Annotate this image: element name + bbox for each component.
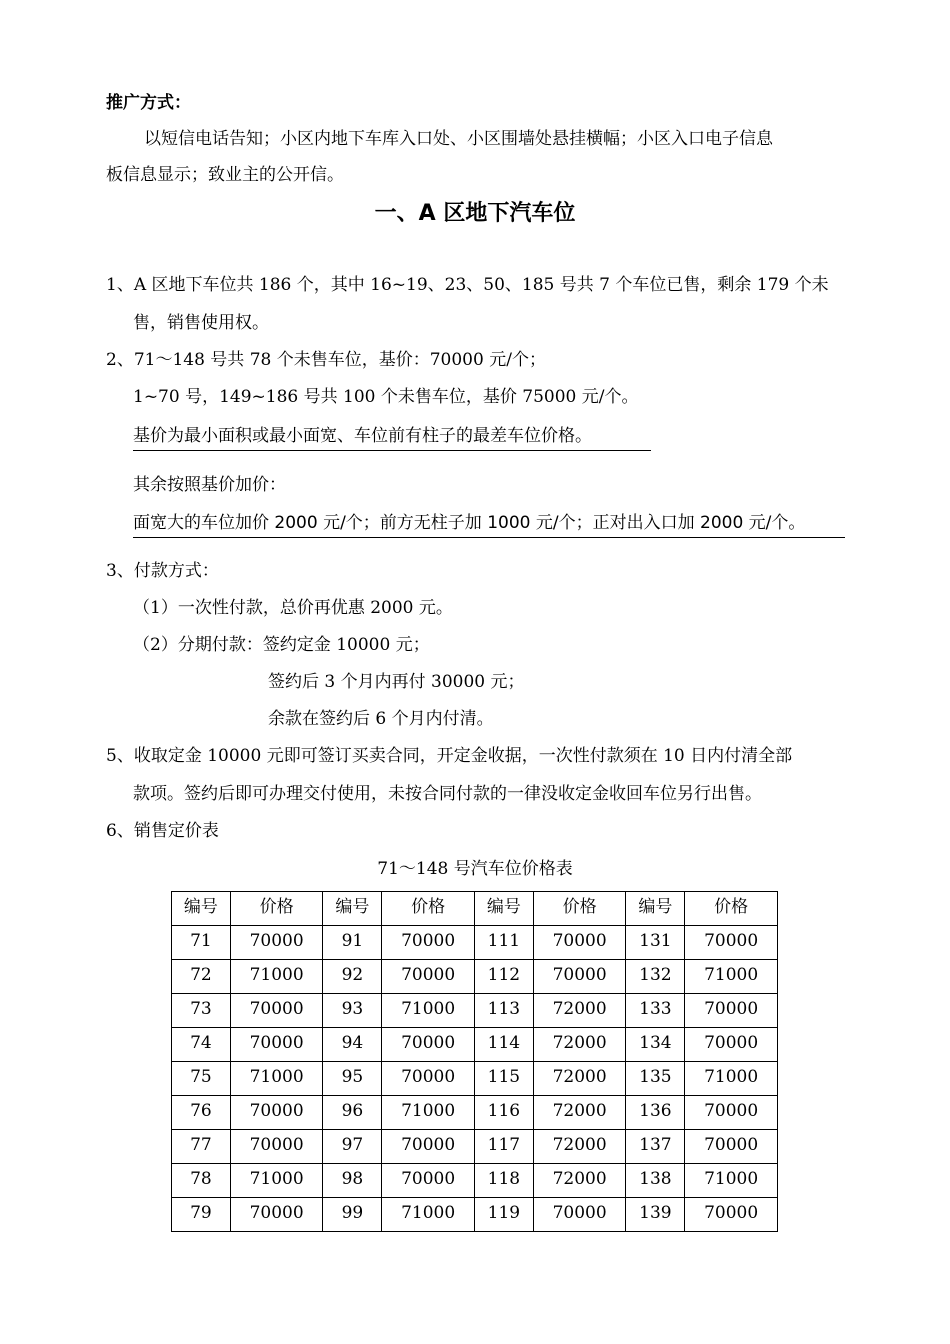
cell-price: 71000	[685, 960, 778, 994]
cell-number: 91	[323, 926, 382, 960]
cell-price: 70000	[230, 1130, 323, 1164]
item2-line-2: 1~70 号，149~186 号共 100 个未售车位，基价 75000 元/个。	[133, 387, 639, 407]
promo-title: 推广方式：	[106, 93, 191, 113]
item2-line-4: 其余按照基价加价：	[133, 475, 286, 495]
payment-option-1: （1）一次性付款，总价再优惠 2000 元。	[133, 598, 453, 618]
cell-number: 133	[626, 994, 685, 1028]
payment-option-2-step-2: 签约后 3 个月内再付 30000 元；	[268, 672, 525, 692]
cell-price: 70000	[382, 1130, 475, 1164]
header-number: 编号	[474, 892, 533, 926]
cell-price: 70000	[382, 1028, 475, 1062]
cell-price: 71000	[685, 1164, 778, 1198]
cell-price: 72000	[533, 1164, 626, 1198]
cell-number: 74	[172, 1028, 231, 1062]
table-row	[172, 1164, 778, 1198]
cell-price: 70000	[685, 1096, 778, 1130]
cell-number: 135	[626, 1062, 685, 1096]
cell-price: 70000	[230, 1028, 323, 1062]
cell-number: 116	[474, 1096, 533, 1130]
cell-price: 70000	[382, 1164, 475, 1198]
header-number: 编号	[172, 892, 231, 926]
cell-number: 78	[172, 1164, 231, 1198]
cell-price: 70000	[685, 1130, 778, 1164]
cell-number: 113	[474, 994, 533, 1028]
cell-price: 70000	[230, 926, 323, 960]
cell-price: 70000	[685, 994, 778, 1028]
cell-price: 72000	[533, 1130, 626, 1164]
cell-price: 71000	[382, 1198, 475, 1232]
header-number: 编号	[323, 892, 382, 926]
cell-number: 118	[474, 1164, 533, 1198]
cell-number: 111	[474, 926, 533, 960]
table-row	[172, 1028, 778, 1062]
table-row	[172, 1130, 778, 1164]
cell-price: 70000	[382, 926, 475, 960]
cell-number: 95	[323, 1062, 382, 1096]
cell-price: 70000	[230, 994, 323, 1028]
table-row	[172, 926, 778, 960]
cell-number: 75	[172, 1062, 231, 1096]
cell-number: 98	[323, 1164, 382, 1198]
base-price-definition: 基价为最小面积或最小面宽、车位前有柱子的最差车位价格。	[133, 424, 651, 451]
cell-price: 72000	[533, 994, 626, 1028]
cell-number: 132	[626, 960, 685, 994]
cell-price: 70000	[382, 960, 475, 994]
cell-price: 72000	[533, 1062, 626, 1096]
promo-text-line-2: 板信息显示；致业主的公开信。	[106, 165, 344, 185]
cell-price: 71000	[685, 1062, 778, 1096]
cell-number: 139	[626, 1198, 685, 1232]
item5-line-2: 款项。签约后即可办理交付使用，未按合同付款的一律没收定金收回车位另行出售。	[133, 784, 762, 804]
promo-text-line-1: 以短信电话告知；小区内地下车库入口处、小区围墙处悬挂横幅；小区入口电子信息	[144, 129, 773, 149]
cell-number: 114	[474, 1028, 533, 1062]
cell-price: 72000	[533, 1028, 626, 1062]
header-number: 编号	[626, 892, 685, 926]
cell-price: 70000	[230, 1096, 323, 1130]
item2-line-1: 2、71～148 号共 78 个未售车位，基价：70000 元/个；	[106, 350, 546, 370]
table-row	[172, 960, 778, 994]
payment-option-2: （2）分期付款：签约定金 10000 元；	[133, 635, 430, 655]
cell-price: 71000	[230, 1164, 323, 1198]
cell-number: 112	[474, 960, 533, 994]
cell-price: 71000	[382, 994, 475, 1028]
cell-price: 71000	[230, 1062, 323, 1096]
cell-price: 70000	[685, 1198, 778, 1232]
cell-price: 72000	[533, 1096, 626, 1130]
header-price: 价格	[533, 892, 626, 926]
cell-number: 92	[323, 960, 382, 994]
table-row	[172, 1096, 778, 1130]
header-price: 价格	[382, 892, 475, 926]
cell-price: 70000	[685, 926, 778, 960]
cell-price: 70000	[533, 960, 626, 994]
payment-title: 3、付款方式：	[106, 561, 219, 581]
item1-line-1: 1、A 区地下车位共 186 个，其中 16~19、23、50、185 号共 7 个车位已售，剩余 179 个未	[106, 275, 829, 295]
cell-price: 70000	[382, 1062, 475, 1096]
cell-number: 99	[323, 1198, 382, 1232]
header-price: 价格	[230, 892, 323, 926]
cell-number: 72	[172, 960, 231, 994]
cell-price: 71000	[382, 1096, 475, 1130]
cell-price: 70000	[533, 926, 626, 960]
cell-number: 97	[323, 1130, 382, 1164]
section-heading: 一、A 区地下汽车位	[374, 201, 576, 226]
cell-number: 73	[172, 994, 231, 1028]
cell-price: 70000	[685, 1028, 778, 1062]
cell-number: 137	[626, 1130, 685, 1164]
table-row	[172, 1062, 778, 1096]
table-row	[172, 1198, 778, 1232]
cell-number: 96	[323, 1096, 382, 1130]
cell-number: 138	[626, 1164, 685, 1198]
cell-number: 131	[626, 926, 685, 960]
cell-number: 134	[626, 1028, 685, 1062]
cell-number: 71	[172, 926, 231, 960]
cell-number: 79	[172, 1198, 231, 1232]
item6-title: 6、销售定价表	[106, 821, 219, 841]
cell-number: 115	[474, 1062, 533, 1096]
table-caption: 71～148 号汽车位价格表	[377, 859, 573, 879]
cell-price: 70000	[533, 1198, 626, 1232]
price-markup-rules: 面宽大的车位加价 2000 元/个；前方无柱子加 1000 元/个；正对出入口加 2000 元/个。	[133, 511, 845, 538]
item1-line-2: 售，销售使用权。	[133, 313, 269, 333]
cell-price: 71000	[230, 960, 323, 994]
cell-number: 94	[323, 1028, 382, 1062]
cell-number: 119	[474, 1198, 533, 1232]
cell-number: 77	[172, 1130, 231, 1164]
price-table	[171, 891, 778, 1232]
cell-number: 76	[172, 1096, 231, 1130]
table-header-row	[172, 892, 778, 926]
payment-option-2-step-3: 余款在签约后 6 个月内付清。	[268, 709, 494, 729]
header-price: 价格	[685, 892, 778, 926]
cell-price: 70000	[230, 1198, 323, 1232]
item5-line-1: 5、收取定金 10000 元即可签订买卖合同，开定金收据，一次性付款须在 10 日内付清全部	[106, 746, 793, 766]
cell-number: 93	[323, 994, 382, 1028]
table-row	[172, 994, 778, 1028]
cell-number: 136	[626, 1096, 685, 1130]
cell-number: 117	[474, 1130, 533, 1164]
